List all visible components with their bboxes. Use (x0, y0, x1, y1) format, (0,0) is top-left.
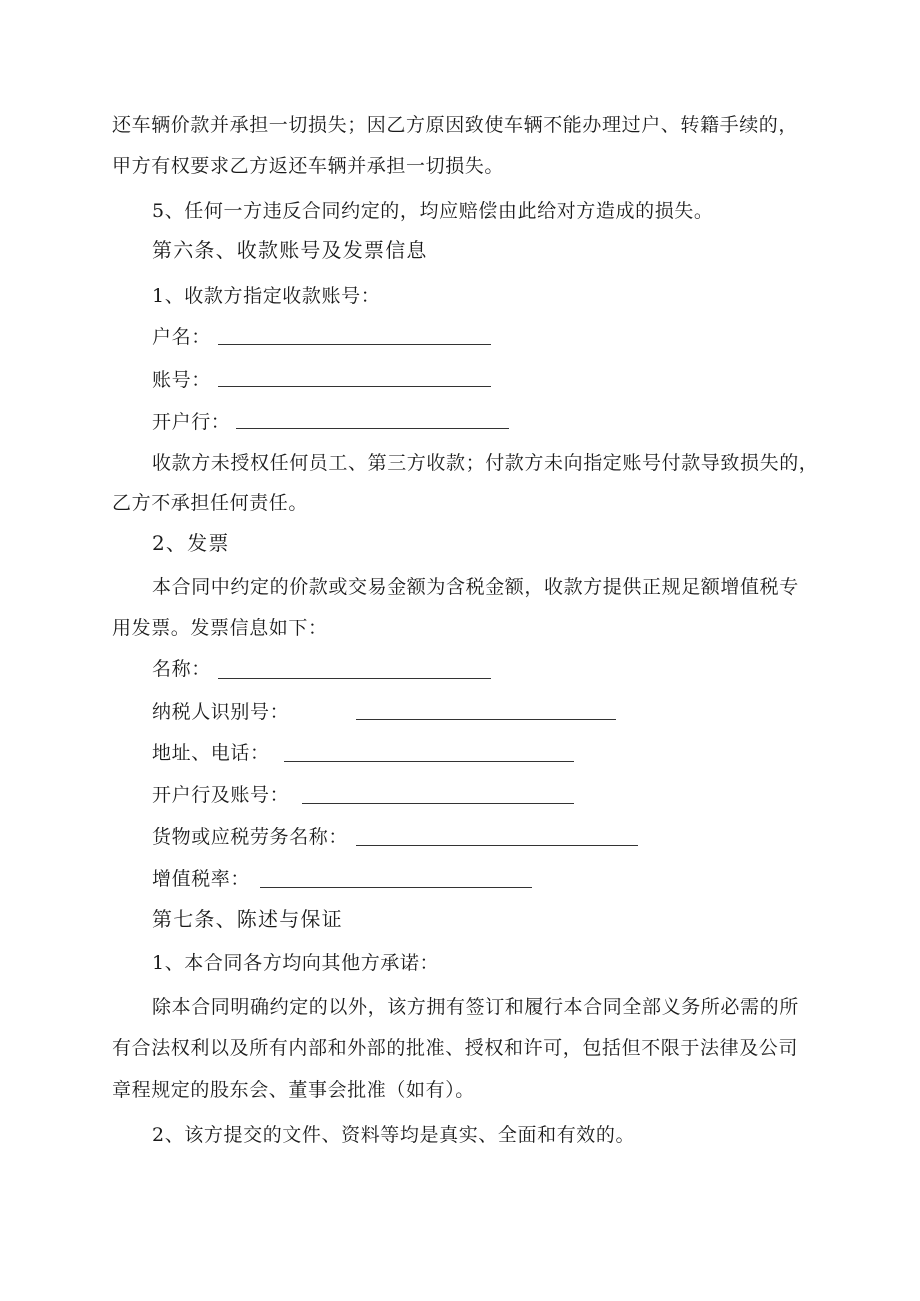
address-phone-label: 地址、电话： (152, 742, 270, 764)
article-7-title: 第七条、陈述与保证 (152, 907, 343, 931)
goods-service-label: 货物或应税劳务名称： (152, 826, 349, 848)
invoice-name-blank[interactable] (218, 678, 491, 679)
taxpayer-id-blank[interactable] (356, 719, 616, 720)
paragraph-line: 除本合同明确约定的以外，该方拥有签订和履行本合同全部义务所必需的所 (152, 996, 799, 1018)
account-number-label: 账号： (152, 369, 211, 391)
representation-1-title: 1、本合同各方均向其他方承诺： (152, 952, 440, 974)
invoice-name-label: 名称： (152, 658, 211, 680)
paragraph-line: 乙方不承担任何责任。 (112, 492, 309, 514)
bank-account-label: 开户行及账号： (152, 784, 290, 806)
account-name-label: 户名： (152, 326, 211, 348)
vat-rate-label: 增值税率： (152, 868, 251, 890)
bank-account-blank[interactable] (302, 803, 574, 804)
address-phone-blank[interactable] (284, 761, 574, 762)
account-number-blank[interactable] (218, 386, 491, 387)
paragraph-line: 收款方未授权任何员工、第三方收款；付款方未向指定账号付款导致损失的， (152, 452, 819, 474)
clause-5: 5、任何一方违反合同约定的，均应赔偿由此给对方造成的损失。 (152, 200, 714, 222)
invoice-subtitle: 2、发票 (152, 531, 230, 555)
bank-blank[interactable] (236, 428, 509, 429)
paragraph-line: 用发票。发票信息如下： (112, 617, 328, 639)
paragraph-line: 甲方有权要求乙方返还车辆并承担一切损失。 (112, 155, 505, 177)
taxpayer-id-label: 纳税人识别号： (152, 701, 290, 723)
paragraph-line: 还车辆价款并承担一切损失；因乙方原因致使车辆不能办理过户、转籍手续的， (112, 114, 799, 136)
vat-rate-blank[interactable] (260, 887, 532, 888)
paragraph-line: 本合同中约定的价款或交易金额为含税金额，收款方提供正规足额增值税专 (152, 576, 799, 598)
goods-service-blank[interactable] (356, 845, 638, 846)
bank-label: 开户行： (152, 411, 231, 433)
article-6-title: 第六条、收款账号及发票信息 (152, 238, 428, 262)
account-subtitle: 1、收款方指定收款账号： (152, 285, 381, 307)
paragraph-line: 有合法权利以及所有内部和外部的批准、授权和许可，包括但不限于法律及公司 (112, 1037, 799, 1059)
paragraph-line: 章程规定的股东会、董事会批准（如有）。 (112, 1079, 475, 1101)
representation-2: 2、该方提交的文件、资料等均是真实、全面和有效的。 (152, 1124, 636, 1146)
account-name-blank[interactable] (218, 344, 491, 345)
